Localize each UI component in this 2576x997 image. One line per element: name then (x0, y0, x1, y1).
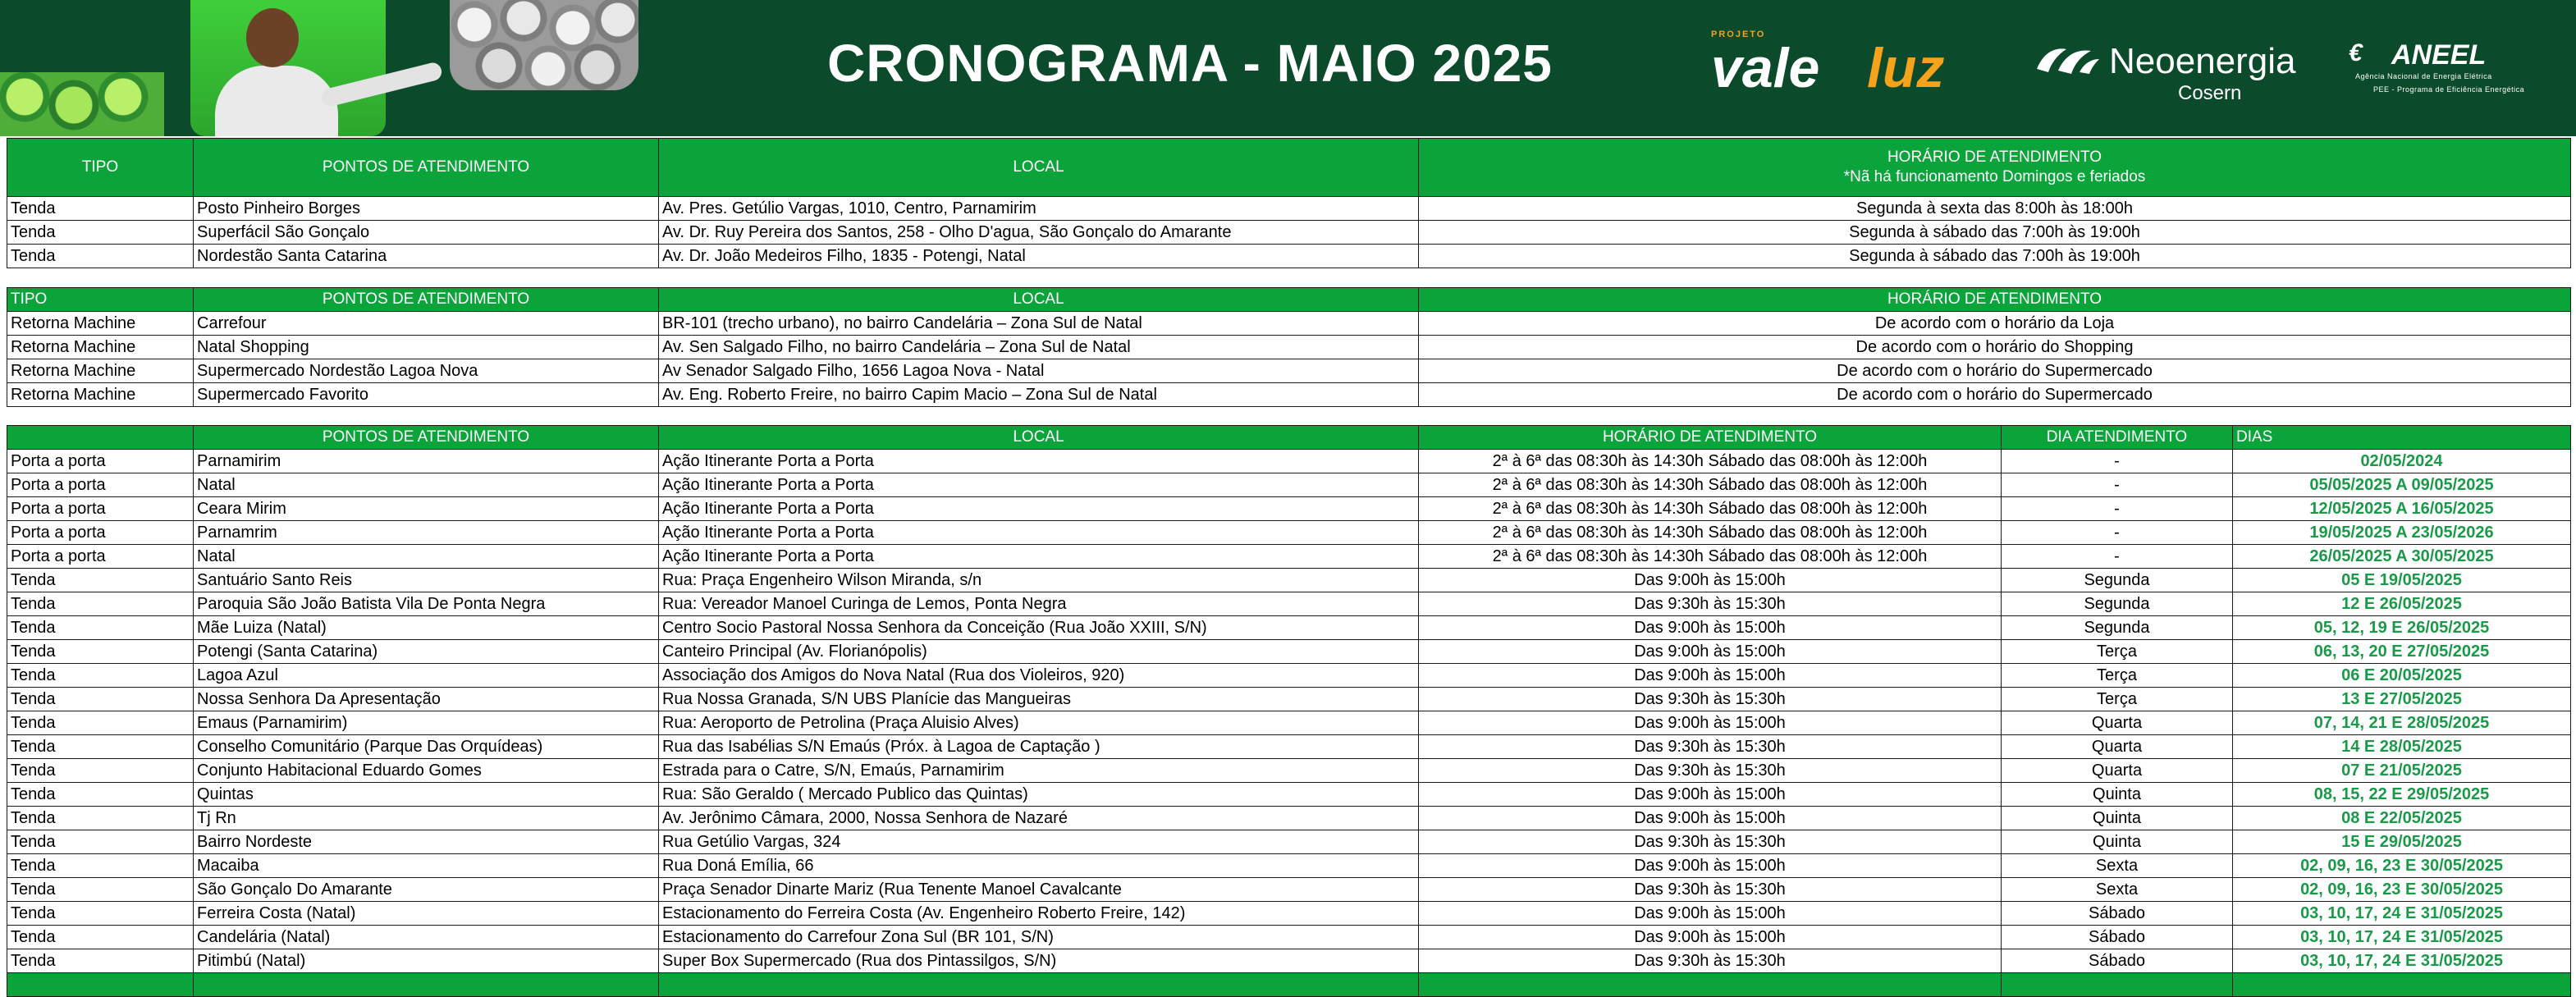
cell-dias: 19/05/2025 A 23/05/2026 (2233, 521, 2571, 545)
cell-dias: 07, 14, 21 E 28/05/2025 (2233, 711, 2571, 735)
cell-tipo: Porta a porta (7, 545, 194, 569)
footer-cell (659, 973, 1419, 997)
cell-local: Rua Nossa Granada, S/N UBS Planície das Mangueiras (659, 688, 1419, 711)
cell-ponto: Lagoa Azul (194, 664, 659, 688)
cell-dias: 05, 12, 19 E 26/05/2025 (2233, 616, 2571, 640)
cell-tipo: Tenda (7, 878, 194, 902)
cell-tipo: Tenda (7, 830, 194, 854)
cell-tipo: Tenda (7, 245, 194, 268)
cell-horario: De acordo com o horário da Loja (1419, 312, 2571, 336)
cell-local: Associação dos Amigos do Nova Natal (Rua dos Violeiros, 920) (659, 664, 1419, 688)
header-local: LOCAL (659, 139, 1419, 197)
table-row (7, 949, 2571, 973)
cell-tipo: Porta a porta (7, 497, 194, 521)
cell-dia: Quinta (2002, 783, 2233, 807)
cell-dia: - (2002, 497, 2233, 521)
cell-horario: 2ª à 6ª das 08:30h às 14:30h Sábado das 08:00h às 12:00h (1419, 450, 2002, 473)
cell-tipo: Porta a porta (7, 473, 194, 497)
cell-ponto: Tj Rn (194, 807, 659, 830)
header-horario: HORÁRIO DE ATENDIMENTO (1419, 426, 2002, 450)
cell-local: Centro Socio Pastoral Nossa Senhora da Conceição (Rua João XXIII, S/N) (659, 616, 1419, 640)
cell-horario: Das 9:00h às 15:00h (1419, 854, 2002, 878)
cell-dia: Quarta (2002, 759, 2233, 783)
cell-ponto: Paroquia São João Batista Vila De Ponta Negra (194, 592, 659, 616)
cell-local: Rua Getúlio Vargas, 324 (659, 830, 1419, 854)
cell-dias: 03, 10, 17, 24 E 31/05/2025 (2233, 949, 2571, 973)
cell-dia: Sábado (2002, 902, 2233, 926)
cell-tipo: Tenda (7, 949, 194, 973)
aneel-logo-line1: Agência Nacional de Energia Elétrica (2355, 72, 2492, 80)
cell-tipo: Retorna Machine (7, 312, 194, 336)
table-row (7, 688, 2571, 711)
cell-horario: Das 9:00h às 15:00h (1419, 783, 2002, 807)
cell-ponto: Ferreira Costa (Natal) (194, 902, 659, 926)
cell-tipo: Tenda (7, 197, 194, 221)
cell-dia: Quarta (2002, 735, 2233, 759)
cell-horario: Das 9:30h às 15:30h (1419, 830, 2002, 854)
cell-horario: De acordo com o horário do Shopping (1419, 336, 2571, 359)
cell-local: BR-101 (trecho urbano), no bairro Candelária – Zona Sul de Natal (659, 312, 1419, 336)
cell-local: Rua das Isabélias S/N Emaús (Próx. à Lagoa de Captação ) (659, 735, 1419, 759)
cell-ponto: Mãe Luiza (Natal) (194, 616, 659, 640)
header-pontos: PONTOS DE ATENDIMENTO (194, 426, 659, 450)
header-pontos: PONTOS DE ATENDIMENTO (194, 139, 659, 197)
table-header-row (7, 139, 2571, 197)
header-tipo-empty (7, 426, 194, 450)
cell-tipo: Retorna Machine (7, 336, 194, 359)
footer-cell (2002, 973, 2233, 997)
neoenergia-logo-name: Neoenergia (2109, 41, 2296, 81)
cell-dias: 06 E 20/05/2025 (2233, 664, 2571, 688)
aneel-logo-name: ANEEL (2391, 39, 2487, 71)
cell-dia: Sexta (2002, 854, 2233, 878)
cell-horario: Das 9:00h às 15:00h (1419, 640, 2002, 664)
cell-dias: 02/05/2024 (2233, 450, 2571, 473)
cell-local: Ação Itinerante Porta a Porta (659, 545, 1419, 569)
cell-horario: Segunda à sábado das 7:00h às 19:00h (1419, 245, 2571, 268)
cell-dias: 07 E 21/05/2025 (2233, 759, 2571, 783)
cell-ponto: Candelária (Natal) (194, 926, 659, 949)
table-row (7, 616, 2571, 640)
cell-tipo: Tenda (7, 759, 194, 783)
cell-horario: 2ª à 6ª das 08:30h às 14:30h Sábado das 08:00h às 12:00h (1419, 497, 2002, 521)
header-horario (1419, 139, 2571, 197)
table-row (7, 640, 2571, 664)
cell-dias: 26/05/2025 A 30/05/2025 (2233, 545, 2571, 569)
header-tipo: TIPO (7, 139, 194, 197)
cell-horario: Das 9:00h às 15:00h (1419, 569, 2002, 592)
cell-horario: Das 9:00h às 15:00h (1419, 664, 2002, 688)
cell-ponto: Bairro Nordeste (194, 830, 659, 854)
cell-tipo: Porta a porta (7, 450, 194, 473)
cell-local: Ação Itinerante Porta a Porta (659, 473, 1419, 497)
cell-ponto: Emaus (Parnamirim) (194, 711, 659, 735)
cell-ponto: Natal (194, 545, 659, 569)
cell-horario: Das 9:00h às 15:00h (1419, 616, 2002, 640)
cell-dia: Quinta (2002, 830, 2233, 854)
cell-ponto: Natal Shopping (194, 336, 659, 359)
cell-dias: 08 E 22/05/2025 (2233, 807, 2571, 830)
valeluz-logo-luz: luz (1867, 37, 1945, 99)
cell-dias: 06, 13, 20 E 27/05/2025 (2233, 640, 2571, 664)
cell-dias: 03, 10, 17, 24 E 31/05/2025 (2233, 926, 2571, 949)
cell-tipo: Tenda (7, 688, 194, 711)
cell-horario: Das 9:00h às 15:00h (1419, 926, 2002, 949)
cell-horario: Das 9:00h às 15:00h (1419, 807, 2002, 830)
cell-tipo: Tenda (7, 711, 194, 735)
cell-ponto: Pitimbú (Natal) (194, 949, 659, 973)
neoenergia-leaf-icon (2034, 44, 2101, 77)
cell-horario: 2ª à 6ª das 08:30h às 14:30h Sábado das 08:00h às 12:00h (1419, 473, 2002, 497)
header-horario-label: HORÁRIO DE ATENDIMENTO (1887, 149, 2102, 166)
valeluz-logo-small: PROJETO (1711, 30, 1766, 39)
cell-local: Praça Senador Dinarte Mariz (Rua Tenente Manoel Cavalcante (659, 878, 1419, 902)
cell-tipo: Tenda (7, 735, 194, 759)
table-row (7, 711, 2571, 735)
cell-ponto: Nossa Senhora Da Apresentação (194, 688, 659, 711)
cell-dia: Segunda (2002, 592, 2233, 616)
cell-dia: Terça (2002, 640, 2233, 664)
cell-horario: De acordo com o horário do Supermercado (1419, 383, 2571, 407)
cell-horario: Segunda à sexta das 8:00h às 18:00h (1419, 197, 2571, 221)
cell-local: Rua: Praça Engenheiro Wilson Miranda, s/n (659, 569, 1419, 592)
header-tipo: TIPO (7, 288, 194, 312)
table-header-row (7, 288, 2571, 312)
table-row (7, 312, 2571, 336)
cell-horario: Segunda à sábado das 7:00h às 19:00h (1419, 221, 2571, 245)
cans-photo-right (450, 0, 638, 90)
cell-ponto: Supermercado Favorito (194, 383, 659, 407)
header-dias: DIAS (2233, 426, 2571, 450)
cell-local: Ação Itinerante Porta a Porta (659, 497, 1419, 521)
cell-ponto: Macaiba (194, 854, 659, 878)
footer-cell (194, 973, 659, 997)
valeluz-logo-vale: vale (1711, 37, 1820, 99)
cell-horario: Das 9:30h às 15:30h (1419, 878, 2002, 902)
table-row (7, 197, 2571, 221)
cell-tipo: Retorna Machine (7, 359, 194, 383)
table-row (7, 521, 2571, 545)
header-dia: DIA ATENDIMENTO (2002, 426, 2233, 450)
cell-horario: Das 9:30h às 15:30h (1419, 949, 2002, 973)
cell-ponto: Nordestão Santa Catarina (194, 245, 659, 268)
cell-local: Av. Sen Salgado Filho, no bairro Candelária – Zona Sul de Natal (659, 336, 1419, 359)
cell-ponto: São Gonçalo Do Amarante (194, 878, 659, 902)
header-banner (0, 0, 2576, 136)
footer-cell (1419, 973, 2002, 997)
header-pontos: PONTOS DE ATENDIMENTO (194, 288, 659, 312)
cell-horario: Das 9:30h às 15:30h (1419, 759, 2002, 783)
table-row (7, 592, 2571, 616)
cell-local: Av Senador Salgado Filho, 1656 Lagoa Nova - Natal (659, 359, 1419, 383)
cell-local: Av. Dr. Ruy Pereira dos Santos, 258 - Olho D'agua, São Gonçalo do Amarante (659, 221, 1419, 245)
cell-horario: De acordo com o horário do Supermercado (1419, 359, 2571, 383)
cell-dias: 13 E 27/05/2025 (2233, 688, 2571, 711)
cell-dia: Sábado (2002, 926, 2233, 949)
table-row (7, 807, 2571, 830)
cell-tipo: Tenda (7, 640, 194, 664)
neoenergia-logo-sub: Cosern (2178, 82, 2242, 104)
cell-local: Rua: São Geraldo ( Mercado Publico das Quintas) (659, 783, 1419, 807)
cell-local: Estrada para o Catre, S/N, Emaús, Parnamirim (659, 759, 1419, 783)
table-row (7, 902, 2571, 926)
table-header-row (7, 426, 2571, 450)
cell-dias: 12/05/2025 A 16/05/2025 (2233, 497, 2571, 521)
cell-dia: Sexta (2002, 878, 2233, 902)
cell-local: Rua Doná Emília, 66 (659, 854, 1419, 878)
page-title: CRONOGRAMA - MAIO 2025 (827, 34, 1553, 93)
table-row (7, 783, 2571, 807)
cell-dia: Segunda (2002, 569, 2233, 592)
cell-ponto: Conselho Comunitário (Parque Das Orquídeas) (194, 735, 659, 759)
header-horario: HORÁRIO DE ATENDIMENTO (1419, 288, 2571, 312)
cell-dia: - (2002, 473, 2233, 497)
table-row (7, 664, 2571, 688)
cell-ponto: Natal (194, 473, 659, 497)
table-footer-row (7, 973, 2571, 997)
cell-tipo: Tenda (7, 569, 194, 592)
cell-horario: Das 9:30h às 15:30h (1419, 592, 2002, 616)
cell-ponto: Parnamirim (194, 450, 659, 473)
table-row (7, 336, 2571, 359)
cell-ponto: Conjunto Habitacional Eduardo Gomes (194, 759, 659, 783)
cell-local: Ação Itinerante Porta a Porta (659, 450, 1419, 473)
cell-ponto: Parnamrim (194, 521, 659, 545)
table-row (7, 473, 2571, 497)
valeluz-logo (1711, 30, 1998, 107)
footer-cell (2233, 973, 2571, 997)
header-local: LOCAL (659, 288, 1419, 312)
cell-horario: Das 9:00h às 15:00h (1419, 902, 2002, 926)
table-row (7, 759, 2571, 783)
cell-dias: 12 E 26/05/2025 (2233, 592, 2571, 616)
cell-local: Rua: Vereador Manoel Curinga de Lemos, Ponta Negra (659, 592, 1419, 616)
cell-local: Rua: Aeroporto de Petrolina (Praça Aluisio Alves) (659, 711, 1419, 735)
cell-ponto: Potengi (Santa Catarina) (194, 640, 659, 664)
table-row (7, 830, 2571, 854)
table-retorna-machine (7, 287, 2571, 407)
cell-tipo: Tenda (7, 854, 194, 878)
cell-horario: Das 9:00h às 15:00h (1419, 711, 2002, 735)
cell-tipo: Retorna Machine (7, 383, 194, 407)
cell-ponto: Quintas (194, 783, 659, 807)
cell-ponto: Supermercado Nordestão Lagoa Nova (194, 359, 659, 383)
cell-dia: Terça (2002, 688, 2233, 711)
aneel-logo-line2: PEE - Programa de Eficiência Energética (2373, 85, 2525, 94)
footer-cell (7, 973, 194, 997)
cell-dias: 15 E 29/05/2025 (2233, 830, 2571, 854)
cell-dias: 03, 10, 17, 24 E 31/05/2025 (2233, 902, 2571, 926)
cell-tipo: Tenda (7, 616, 194, 640)
table-row (7, 854, 2571, 878)
cans-photo-left (0, 72, 164, 136)
cell-tipo: Tenda (7, 926, 194, 949)
cell-ponto: Posto Pinheiro Borges (194, 197, 659, 221)
cell-local: Av. Eng. Roberto Freire, no bairro Capim Macio – Zona Sul de Natal (659, 383, 1419, 407)
cell-dia: Quinta (2002, 807, 2233, 830)
table-row (7, 245, 2571, 268)
cell-horario: 2ª à 6ª das 08:30h às 14:30h Sábado das 08:00h às 12:00h (1419, 545, 2002, 569)
cell-local: Estacionamento do Carrefour Zona Sul (BR 101, S/N) (659, 926, 1419, 949)
cell-local: Canteiro Principal (Av. Florianópolis) (659, 640, 1419, 664)
cell-horario: Das 9:30h às 15:30h (1419, 735, 2002, 759)
table-schedule (7, 425, 2571, 997)
cell-dia: Segunda (2002, 616, 2233, 640)
person-figure-head (246, 8, 299, 67)
cell-tipo: Tenda (7, 592, 194, 616)
cell-tipo: Tenda (7, 221, 194, 245)
cell-dia: - (2002, 450, 2233, 473)
cell-dias: 08, 15, 22 E 29/05/2025 (2233, 783, 2571, 807)
cell-dias: 02, 09, 16, 23 E 30/05/2025 (2233, 854, 2571, 878)
table-row (7, 878, 2571, 902)
table-row (7, 221, 2571, 245)
cell-tipo: Tenda (7, 664, 194, 688)
cell-dia: - (2002, 521, 2233, 545)
cell-tipo: Tenda (7, 902, 194, 926)
cell-local: Super Box Supermercado (Rua dos Pintassilgos, S/N) (659, 949, 1419, 973)
cell-horario: Das 9:30h às 15:30h (1419, 688, 2002, 711)
table-row (7, 450, 2571, 473)
cell-local: Av. Pres. Getúlio Vargas, 1010, Centro, Parnamirim (659, 197, 1419, 221)
cell-ponto: Carrefour (194, 312, 659, 336)
table-row (7, 735, 2571, 759)
table-fixed-tents (7, 138, 2571, 268)
cell-dias: 14 E 28/05/2025 (2233, 735, 2571, 759)
header-horario-note: *Nã há funcionamento Domingos e feriados (1843, 168, 2146, 185)
cell-ponto: Superfácil São Gonçalo (194, 221, 659, 245)
cell-tipo: Tenda (7, 783, 194, 807)
table-row (7, 383, 2571, 407)
cell-local: Estacionamento do Ferreira Costa (Av. Engenheiro Roberto Freire, 142) (659, 902, 1419, 926)
table-row (7, 359, 2571, 383)
header-local: LOCAL (659, 426, 1419, 450)
cell-local: Ação Itinerante Porta a Porta (659, 521, 1419, 545)
cell-dia: Terça (2002, 664, 2233, 688)
cell-dia: Sábado (2002, 949, 2233, 973)
table-row (7, 569, 2571, 592)
cell-dias: 05/05/2025 A 09/05/2025 (2233, 473, 2571, 497)
cell-local: Av. Jerônimo Câmara, 2000, Nossa Senhora de Nazaré (659, 807, 1419, 830)
cell-dia: - (2002, 545, 2233, 569)
table-row (7, 545, 2571, 569)
table-row (7, 926, 2571, 949)
cell-dias: 05 E 19/05/2025 (2233, 569, 2571, 592)
table-row (7, 497, 2571, 521)
aneel-logo (2349, 36, 2537, 110)
cell-ponto: Santuário Santo Reis (194, 569, 659, 592)
neoenergia-logo (2034, 36, 2329, 110)
cell-dia: Quarta (2002, 711, 2233, 735)
cell-ponto: Ceara Mirim (194, 497, 659, 521)
person-figure-body (215, 66, 338, 136)
aneel-logo-mark-icon: € (2349, 39, 2363, 66)
cell-local: Av. Dr. João Medeiros Filho, 1835 - Potengi, Natal (659, 245, 1419, 268)
cell-dias: 02, 09, 16, 23 E 30/05/2025 (2233, 878, 2571, 902)
cell-horario: 2ª à 6ª das 08:30h às 14:30h Sábado das 08:00h às 12:00h (1419, 521, 2002, 545)
cell-tipo: Porta a porta (7, 521, 194, 545)
cell-tipo: Tenda (7, 807, 194, 830)
